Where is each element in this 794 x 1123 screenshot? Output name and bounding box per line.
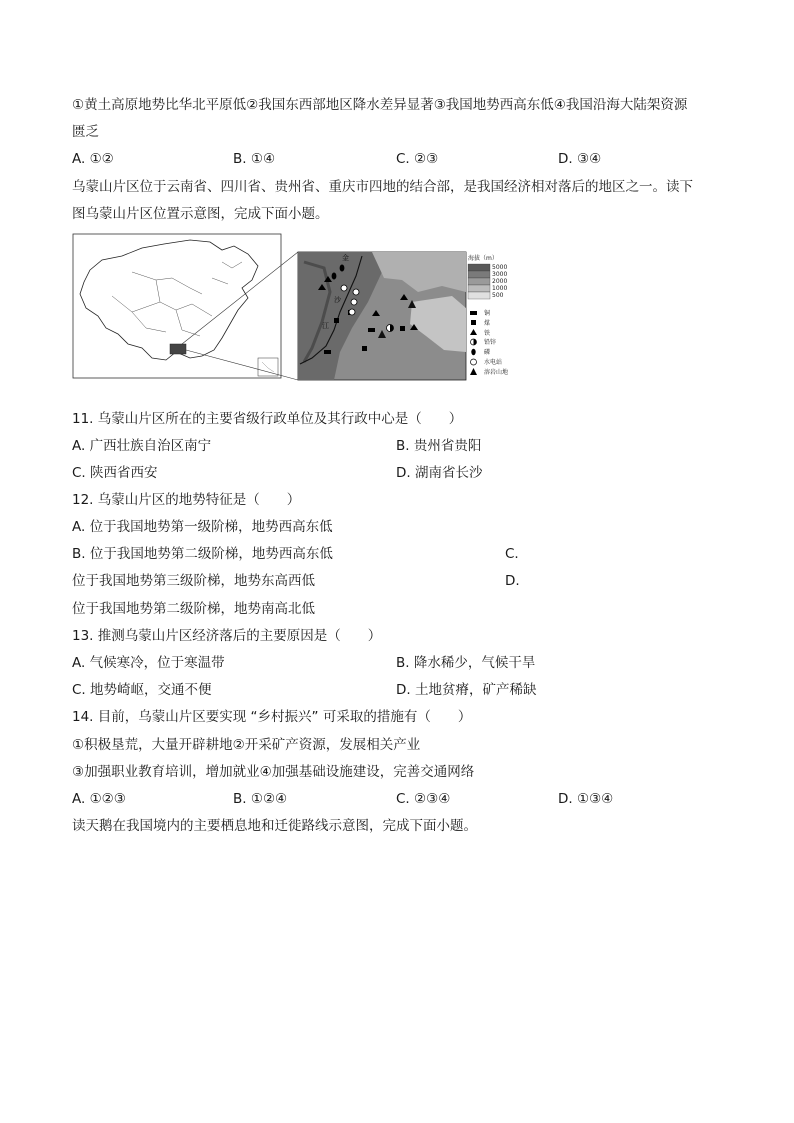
- q13-option-b: B. 降水稀少，气候干旱: [396, 655, 536, 671]
- phosphorus-symbol: [332, 273, 337, 280]
- legend-title: 海拔（m）: [468, 255, 498, 262]
- q14-statement-line-1: ①积极垦荒，大量开辟耕地②开采矿产资源，发展相关产业: [72, 737, 421, 753]
- legend-item-copper: 铜: [484, 310, 491, 317]
- q10-option-b: B. ①④: [233, 151, 276, 167]
- q11-option-d: D. 湖南省长沙: [396, 465, 483, 481]
- q11-stem: 11. 乌蒙山片区所在的主要省级行政单位及其行政中心是（ ）: [72, 411, 463, 427]
- copper-symbol: [368, 328, 375, 332]
- coal-symbol: [362, 346, 367, 351]
- q14-statement-line-2: ③加强职业教育培训，增加就业④加强基础设施建设，完善交通网络: [72, 764, 475, 780]
- q12-option-a: A. 位于我国地势第一级阶梯，地势西高东低: [72, 519, 333, 535]
- q12-option-b: B. 位于我国地势第二级阶梯，地势西高东低: [72, 546, 333, 562]
- hydro-station-symbol: [353, 289, 359, 295]
- legend-item-hydro: 水电站: [484, 359, 503, 366]
- q10-option-d: D. ③④: [558, 151, 602, 167]
- q12-option-c-label: C.: [505, 546, 519, 562]
- passage-line-2: 图乌蒙山片区位置示意图，完成下面小题。: [72, 206, 329, 222]
- map-label-jiang: 江: [322, 322, 329, 330]
- legend-item-karst: 溶岩山地: [484, 369, 509, 376]
- legend-level: 1000: [492, 285, 508, 292]
- legend-level: 500: [492, 292, 504, 299]
- legend-item-coal: 煤: [484, 320, 491, 327]
- south-sea-inset: [258, 358, 278, 376]
- q14-option-a: A. ①②③: [72, 791, 126, 807]
- legend-level: 5000: [492, 264, 508, 271]
- q12-option-c-text: 位于我国地势第三级阶梯，地势东高西低: [72, 573, 315, 589]
- q11-option-c: C. 陕西省西安: [72, 465, 158, 481]
- map-label-jin: 金: [342, 254, 349, 262]
- q13-option-c: C. 地势崎岖，交通不便: [72, 682, 212, 698]
- q14-option-d: D. ①③④: [558, 791, 614, 807]
- legend-item-iron: 铁: [484, 330, 491, 337]
- closing-instruction: 读天鹅在我国境内的主要栖息地和迁徙路线示意图，完成下面小题。: [72, 818, 477, 834]
- q10-option-a: A. ①②: [72, 151, 114, 167]
- phosphorus-symbol: [340, 265, 345, 272]
- q14-option-c: C. ②③④: [396, 791, 451, 807]
- q12-option-d-label: D.: [505, 573, 520, 589]
- wumeng-region-highlight: [170, 344, 186, 354]
- coal-symbol: [400, 326, 405, 331]
- legend-item-lead-zinc: 铅锌: [484, 339, 497, 346]
- coal-symbol: [334, 318, 339, 323]
- q13-option-a: A. 气候寒冷，位于寒温带: [72, 655, 225, 671]
- q10-option-c: C. ②③: [396, 151, 439, 167]
- q12-option-d-text: 位于我国地势第二级阶梯，地势南高北低: [72, 601, 315, 617]
- legend-item-phosphorus: 磷: [484, 349, 491, 356]
- q11-option-a: A. 广西壮族自治区南宁: [72, 438, 212, 454]
- legend-level: 2000: [492, 278, 508, 285]
- copper-symbol: [324, 350, 331, 354]
- terrain-detail-map: [298, 252, 466, 380]
- map-label-sha: 沙: [334, 296, 341, 304]
- q13-stem: 13. 推测乌蒙山片区经济落后的主要原因是（ ）: [72, 628, 382, 644]
- statement-line-1: ①黄土高原地势比华北平原低②我国东西部地区降水差异显著③我国地势西高东低④我国沿海大陆架资源: [72, 97, 688, 113]
- q14-stem: 14. 目前，乌蒙山片区要实现 “乡村振兴” 可采取的措施有（ ）: [72, 709, 472, 725]
- hydro-station-symbol: [351, 299, 357, 305]
- hydro-station-symbol: [341, 285, 347, 291]
- legend-level: 3000: [492, 271, 508, 278]
- q13-option-d: D. 土地贫瘠，矿产稀缺: [396, 682, 537, 698]
- wumeng-location-figure: [72, 232, 532, 384]
- q12-stem: 12. 乌蒙山片区的地势特征是（ ）: [72, 492, 301, 508]
- passage-line-1: 乌蒙山片区位于云南省、四川省、贵州省、重庆市四地的结合部，是我国经济相对落后的地区之一。读下: [72, 179, 693, 195]
- q14-option-b: B. ①②④: [233, 791, 288, 807]
- q11-option-b: B. 贵州省贵阳: [396, 438, 482, 454]
- china-outline-map: [73, 234, 298, 380]
- statement-line-2: 匮乏: [72, 124, 99, 140]
- hydro-station-symbol: [349, 309, 355, 315]
- map-legend: [468, 254, 508, 376]
